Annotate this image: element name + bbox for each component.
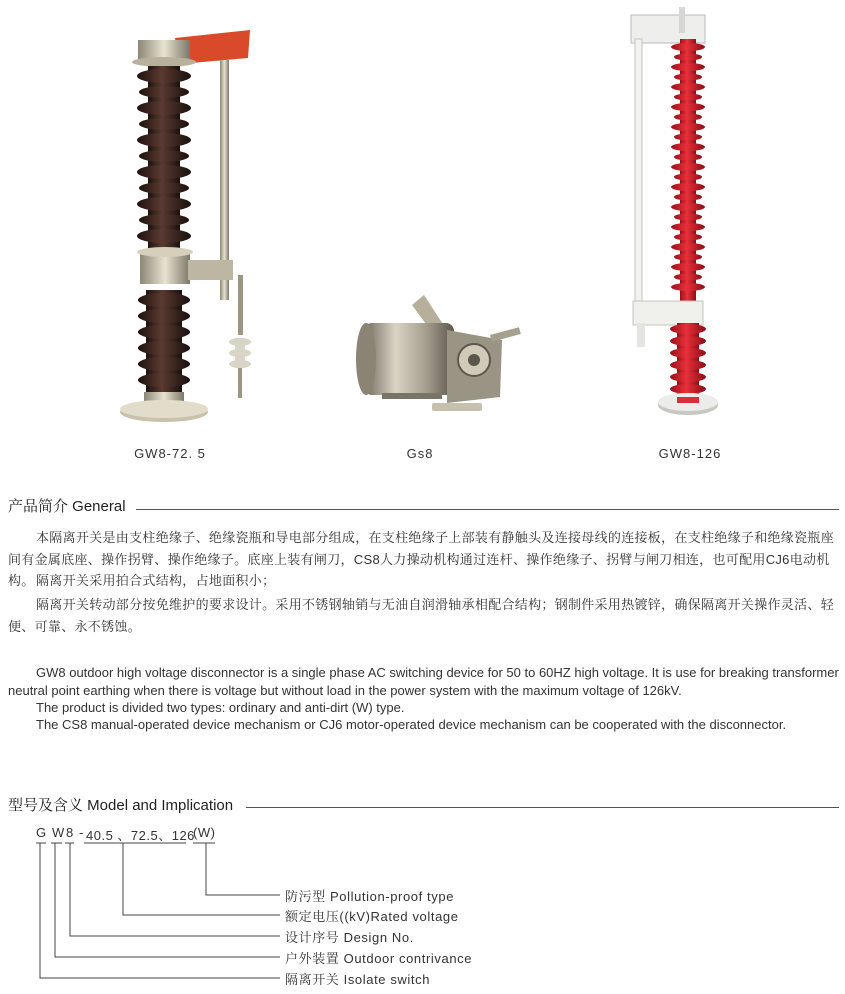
model-leader-lines [0, 840, 300, 990]
product-image-gw8-72-5 [100, 20, 270, 430]
legend-isolate-switch: 隔离开关 Isolate switch [285, 972, 431, 987]
model-code-number: 8 [66, 825, 74, 840]
legend-rated-voltage: 额定电压((kV)Rated voltage [285, 909, 459, 924]
general-en-paragraph-1: GW8 outdoor high voltage disconnector is a single phase AC switching device for 50 to 60HZ high voltage. It is use for breaking transformer neutral point earthing when there is voltage but without load in the power system with the maximum voltage of 126kV. [8, 665, 839, 698]
model-code-dash: - [79, 825, 84, 840]
model-code-voltages: 40.5 、72.5、126 [86, 828, 195, 843]
general-en-paragraph-3: The CS8 manual-operated device mechanism or CJ6 motor-operated device mechanism can be cooperated with the disconnector. [36, 717, 787, 732]
product-image-gs8 [352, 285, 522, 425]
model-section-rule [246, 807, 839, 808]
legend-design-no: 设计序号 Design No. [285, 930, 414, 945]
legend-outdoor: 户外装置 Outdoor contrivance [285, 951, 473, 966]
caption-gs8: Gs8 [406, 446, 434, 461]
model-section-title: 型号及含义 Model and Implication [8, 797, 234, 814]
general-section-rule [136, 509, 839, 510]
model-code-suffix: (W) [193, 825, 216, 840]
general-cn-paragraph-3: 隔离开关转动部分按免维护的要求设计。采用不锈钢轴销与无油自润滑轴承相配合结构；钢制件采用热镀锌，确保隔离开关操作灵活、轻便、可靠、永不锈蚀。 [8, 597, 835, 634]
caption-gw8-72-5: GW8-72. 5 [134, 446, 206, 461]
general-en-paragraph-2: The product is divided two types: ordinary and anti-dirt (W) type. [36, 700, 405, 715]
model-code-g: G [36, 825, 47, 840]
product-image-gw8-126 [615, 5, 735, 430]
general-section-title: 产品简介 General [8, 498, 126, 515]
general-cn-paragraph-2: 隔离开关采用拍合式结构，占地面积小； [36, 573, 276, 588]
model-code-w: W [52, 825, 65, 840]
general-cn-paragraph-1: 本隔离开关是由支柱绝缘子、绝缘瓷瓶和导电部分组成，在支柱绝缘子上部装有静触头及连接母线的连接板，在支柱绝缘子和绝缘瓷瓶座间有金属底座、操作拐臂、操作绝缘子。底座上装有闸刀，CS8人力操动机构通过连杆、操作绝缘子、拐臂与闸刀相连，也可配用CJ6电动机构。 [8, 530, 835, 588]
legend-pollution-proof: 防污型 Pollution-proof type [285, 889, 455, 904]
caption-gw8-126: GW8-126 [658, 446, 722, 461]
